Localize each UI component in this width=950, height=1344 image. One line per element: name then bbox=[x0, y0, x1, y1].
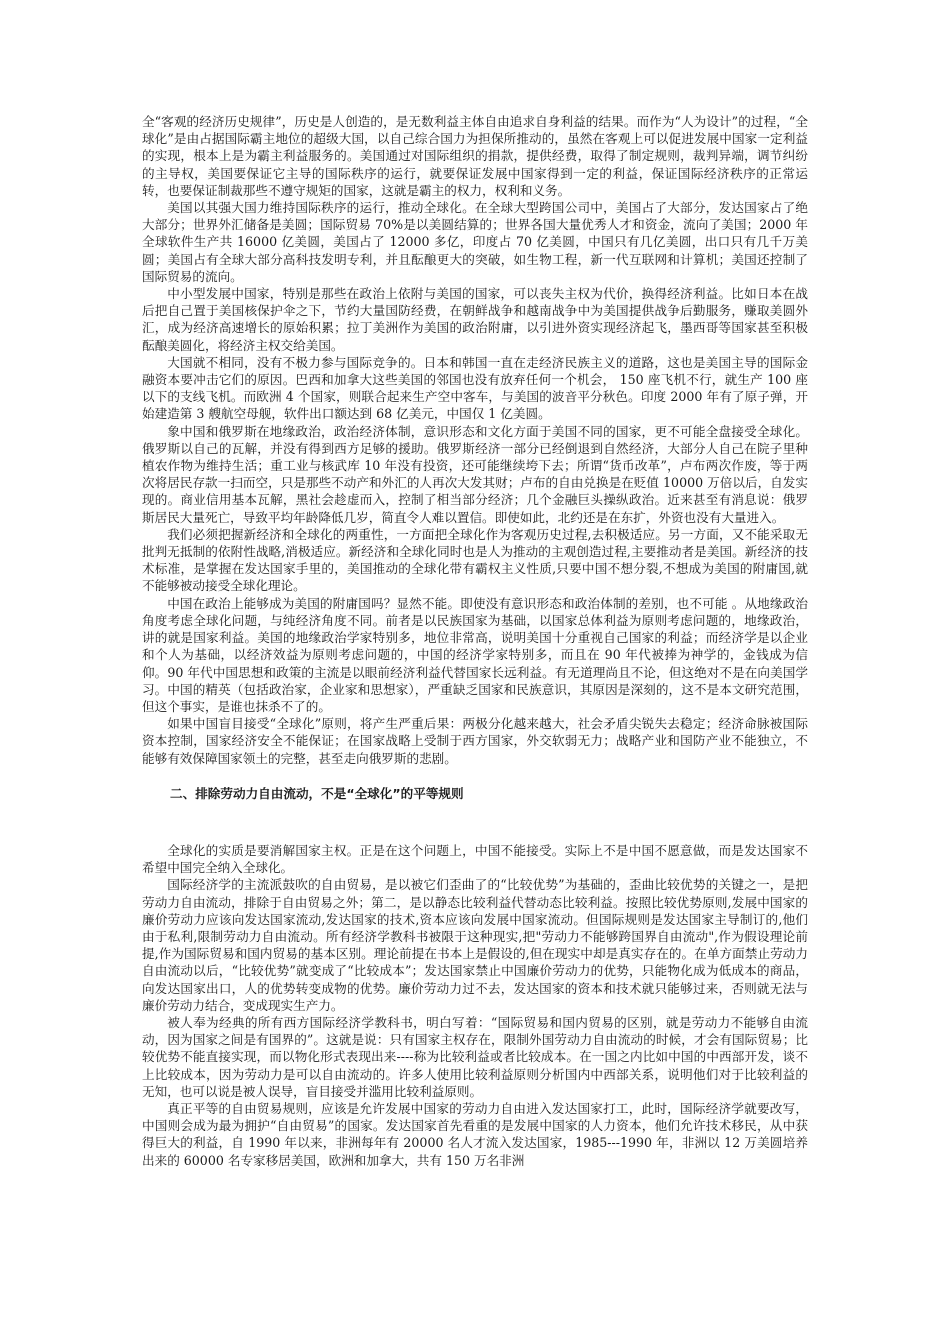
section-heading: 二、排除劳动力自由流动，不是“全球化”的平等规则 bbox=[170, 785, 464, 801]
section-economic-globalization bbox=[142, 113, 808, 767]
document-page bbox=[142, 113, 808, 1169]
paragraph: 我们必须把握新经济和全球化的两重性，一方面把全球化作为客观历史过程,去积极适应。另一方面，又不能采取无批判无抵制的依附性战略,消极适应。新经济和全球化同时也是人为推动的主观创造过程,主要推动者是美国。新经济的技术标准，是掌握在发达国家手里的，美国推动的全球化带有霸权主义性质,只要中国不想分裂,不想成为美国的附庸国,就不能够被动接受全球化理论。 bbox=[142, 526, 808, 594]
paragraph: 美国以其强大国力维持国际秩序的运行，推动全球化。在全球大型跨国公司中，美国占了大部分，发达国家占了绝大部分；世界外汇储备是美圆；国际贸易 70%是以美圆结算的；世界各国大量优秀人才和资金，流向了美国；2000 年全球软件生产共 16000 亿美圆，美国占了 12000 多亿，印度占 70 亿美圆，中国只有几亿美圆，出口只有几千万美圆；美国占有全球大部分高科技发明专利，并且酝酿更大的突破，如生物工程，新一代互联网和计算机；美国还控制了国际贸易的流向。 bbox=[142, 200, 808, 284]
paragraph: 全球化的实质是要消解国家主权。正是在这个问题上，中国不能接受。实际上不是中国不愿意做，而是发达国家不希望中国完全纳入全球化。 bbox=[142, 842, 808, 876]
paragraph: 大国就不相同，没有不极力参与国际竞争的。日本和韩国一直在走经济民族主义的道路，这也是美国主导的国际金融资本要冲击它们的原因。巴西和加拿大这些美国的邻国也没有放弃任何一个机会， 150 座飞机不行，就生产 100 座以下的支线飞机。而欧洲 4 个国家，则联合起来生产空中客车，与美国的波音平分秋色。印度 2000 年有了原子弹，开始建造第 3 艘航空母舰，软件出口额达到 68 亿美元，中国仅 1 亿美圆。 bbox=[142, 354, 808, 422]
paragraph: 真正平等的自由贸易规则，应该是允许发展中国家的劳动力自由进入发达国家打工，此时，国际经济学就要改写，中国则会成为最为拥护“自由贸易”的国家。发达国家首先看重的是发展中国家的人力资本，他们允许技术移民，从中获得巨大的利益，自 1990 年以来，非洲每年有 20000 名人才流入发达国家，1985---1990 年，非洲以 12 万美圆培养出来的 60000 名专家移居美国，欧洲和加拿大，共有 150 万名非洲 bbox=[142, 1100, 808, 1168]
paragraph: 中小型发展中国家，特别是那些在政治上依附与美国的国家，可以丧失主权为代价，换得经济利益。比如日本在战后把自己置于美国核保护伞之下，节约大量国防经费，在朝鲜战争和越南战争中为美国提供战争后勤服务，赚取美圆外汇，成为经济高速增长的原始积累；拉丁美洲作为美国的政治附庸，以引进外资实现经济起飞，墨西哥等国家甚至积极酝酿美圆化，将经济主权交给美国。 bbox=[142, 286, 808, 353]
paragraph: 国际经济学的主流派鼓吹的自由贸易，是以被它们歪曲了的“比较优势”为基础的，歪曲比较优势的关键之一，是把劳动力自由流动，排除于自由贸易之外；第二，是以静态比较利益代替动态比较利益。按照比较优势原则,发展中国家的廉价劳动力应该向发达国家流动,发达国家的技术,资本应该向发展中国家流动。但国际规则是发达国家主导制订的,他们由于私利,限制劳动力自由流动。所有经济学教科书被限于这种现实,把"劳动力不能够跨国界自由流动",作为假设理论前提,作为国际贸易和国内贸易的基本区别。理论前提在书本上是假设的,但在现实中却是真实存在的。在单方面禁止劳动力自由流动以后，“比较优势”就变成了“比较成本”；发达国家禁止中国廉价劳动力的优势，只能物化成为低成本的商品，向发达国家出口，人的优势转变成物的优势。廉价劳动力过不去，发达国家的资本和技术就只能够过来，否则就无法与廉价劳动力结合，变成现实生产力。 bbox=[142, 877, 808, 1013]
paragraph: 象中国和俄罗斯在地缘政治，政治经济体制，意识形态和文化方面于美国不同的国家，更不可能全盘接受全球化。俄罗斯以自己的瓦解，并没有得到西方足够的援助。俄罗斯经济一部分已经倒退到自然经济，大部分人自己在院子里种植农作物为维持生活；重工业与核武库 10 年没有投资，还可能继续垮下去；所谓“货币改革”，卢布两次作废，等于两次将居民存款一扫而空，只是那些不动产和外汇的人再次大发其财；卢布的自由兑换是在贬值 10000 万倍以后，自发实现的。商业信用基本瓦解，黑社会趁虚而入，控制了相当部分经济；几个金融巨头操纵政治。近来甚至有消息说：俄罗斯居民大量死亡，导致平均年龄降低几岁，简直令人难以置信。即使如此，北约还是在东扩，外资也没有大量进入。 bbox=[142, 423, 808, 525]
paragraph: 全“客观的经济历史规律”，历史是人创造的，是无数利益主体自由追求自身利益的结果。而作为“人为设计”的过程，“全球化”是由占据国际霸主地位的超级大国，以自己综合国力为担保所推动的，虽然在客观上可以促进发展中国家一定利益的实现，根本上是为霸主利益服务的。美国通过对国际组织的捐款，提供经费，取得了制定规则，裁判异端，调节纠纷的主导权，美国要保证它主导的国际秩序的运行，就要保证发展中国家得到一定的利益，保证国际经济秩序的正常运转，也要保证制裁那些不遵守规矩的国家，这就是霸主的权力，权利和义务。 bbox=[142, 114, 808, 198]
paragraph: 如果中国盲目接受“全球化”原则，将产生严重后果：两极分化越来越大，社会矛盾尖锐失去稳定；经济命脉被国际资本控制，国家经济安全不能保证；在国家战略上受制于西方国家，外交软弱无力；战略产业和国防产业不能独立，不能够有效保障国家领土的完整，甚至走向俄罗斯的悲剧。 bbox=[142, 716, 808, 766]
paragraph: 中国在政治上能够成为美国的附庸国吗？显然不能。即使没有意识形态和政治体制的差别，也不可能 。从地缘政治角度考虑全球化问题，与纯经济角度不同。前者是以民族国家为基础，以国家总体利益为原则考虑问题的，地缘政治，讲的就是国家利益。美国的地缘政治学家特别多，地位非常高，说明美国十分重视自己国家的利益；而经济学是以企业和个人为基础，以经济效益为原则考虑问题的，中国的经济学家特别多，而且在 90 年代被捧为神学的，金钱成为信仰。90 年代中国思想和政策的主流是以眼前经济利益代替国家长远利益。有无道理尚且不论，但这绝对不是在向美国学习。中国的精英（包括政治家，企业家和思想家），严重缺乏国家和民族意识，其原因是深刻的，这不是本文研究范围，但这个事实，是谁也抹杀不了的。 bbox=[142, 595, 808, 714]
paragraph: 被人奉为经典的所有西方国际经济学教科书，明白写着：“国际贸易和国内贸易的区别，就是劳动力不能够自由流动，因为国家之间是有国界的”。这就是说：只有国家主权存在，限制外国劳动力自由流动的时候，才会有国际贸易；比较优势不能直接实现，而以物化形式表现出来----称为比较利益或者比较成本。在一国之内比如中国的中西部开发，谈不上比较成本，因为劳动力是可以自由流动的。许多人使用比较利益原则分析国内中西部关系，说明他们对于比较利益的无知，也可以说是被人误导，盲目接受并滥用比较利益原则。 bbox=[142, 1014, 808, 1099]
section-labor-mobility bbox=[142, 842, 808, 1169]
